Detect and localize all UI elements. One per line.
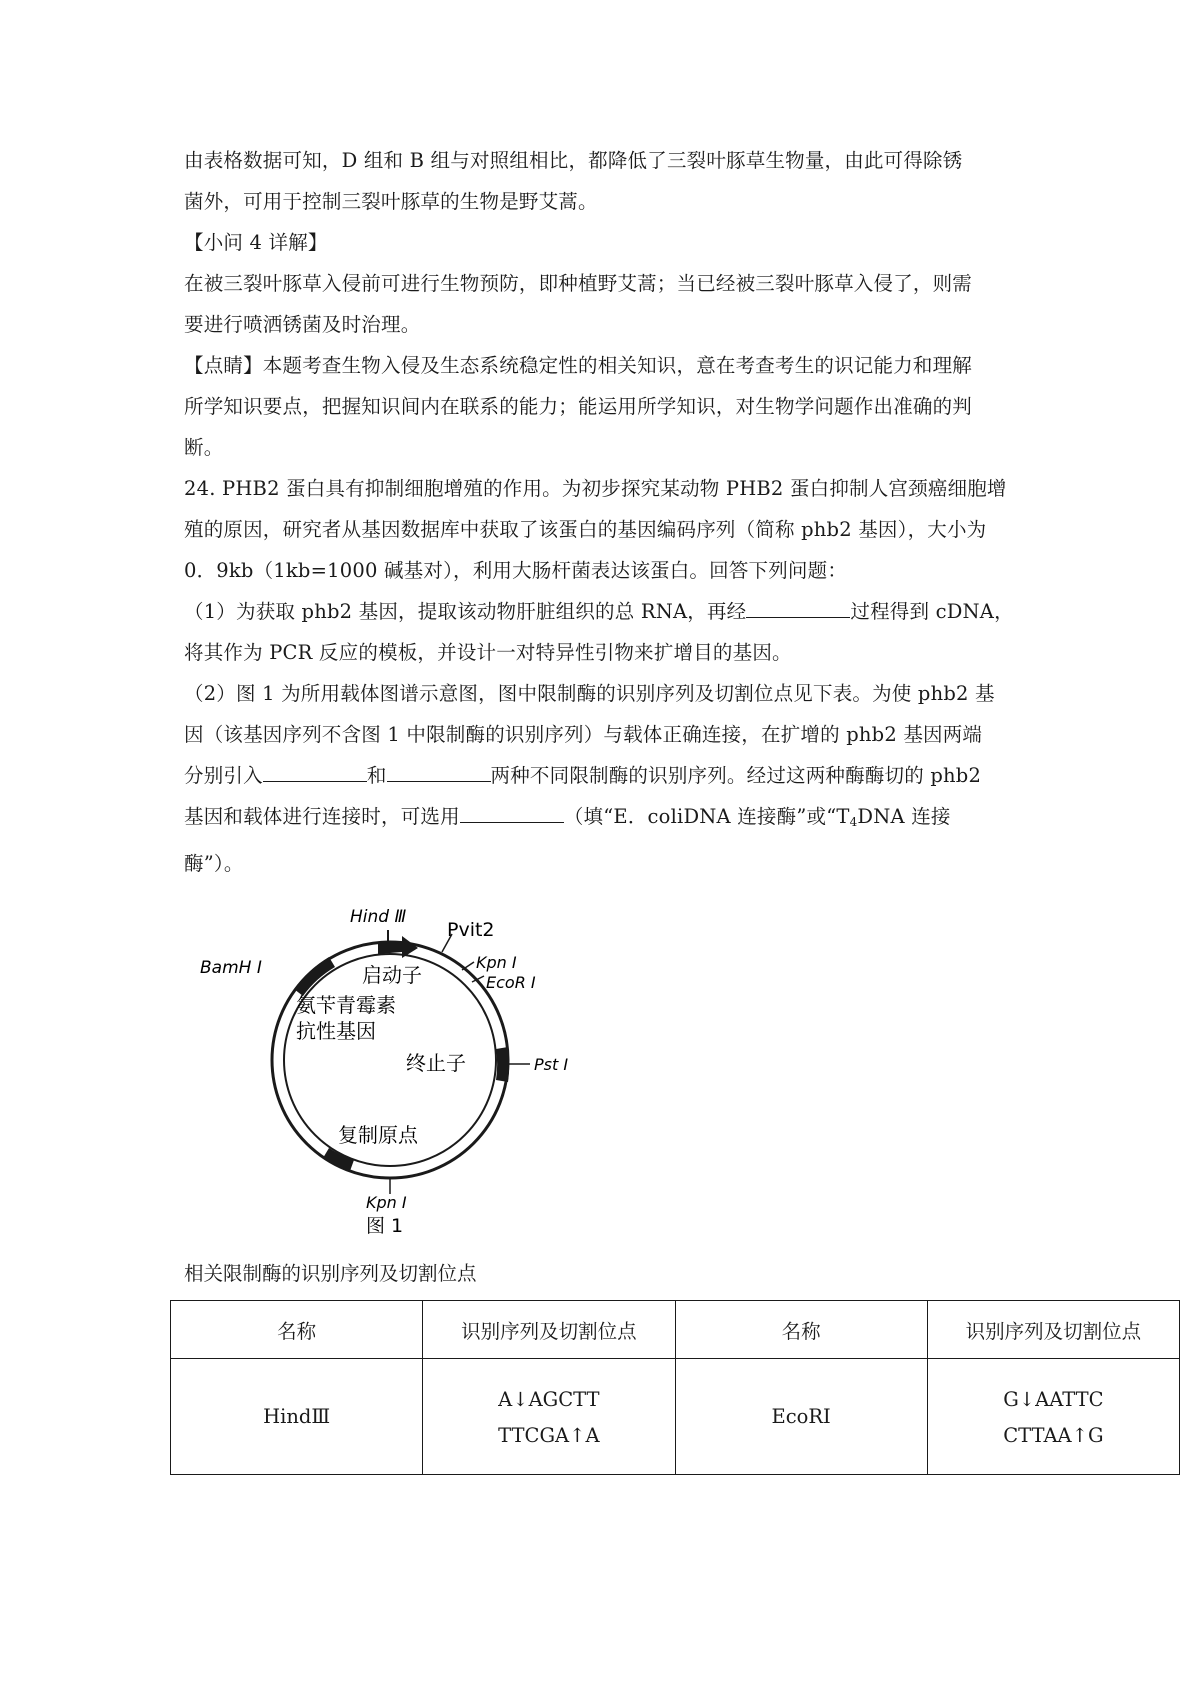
promoter-label: 启动子	[362, 963, 422, 987]
plasmid-map	[190, 902, 610, 1242]
text-line: 断。	[184, 436, 224, 459]
sequence-top-strand: A↓AGCTT	[498, 1388, 600, 1411]
sequence-top-strand: G↓AATTC	[1003, 1388, 1104, 1411]
ecori-label: EcoR Ⅰ	[486, 973, 536, 992]
answer-blank[interactable]	[263, 761, 367, 782]
section-heading	[184, 222, 1024, 263]
text-line: 在被三裂叶豚草入侵前可进行生物预防，即种植野艾蒿；当已经被三裂叶豚草入侵了，则需	[184, 272, 973, 295]
amp-gene-label-line2: 抗性基因	[296, 1019, 376, 1043]
question-24-part1	[184, 591, 1024, 673]
psti-label: Pst Ⅰ	[534, 1055, 569, 1074]
enzyme-name-cell: HindⅢ	[171, 1359, 423, 1475]
text-line: 【点睛】本题考查生物入侵及生态系统稳定性的相关知识，意在考查考生的识记能力和理解	[184, 354, 973, 377]
answer-blank[interactable]	[460, 802, 564, 823]
amp-gene-segment	[294, 957, 335, 996]
text-line: 要进行喷洒锈菌及时治理。	[184, 313, 421, 336]
paragraph-comment	[184, 345, 1024, 468]
text: 和	[366, 764, 387, 787]
text-line	[184, 755, 1024, 796]
sequence-bottom-strand: TTCGA↑A	[498, 1424, 600, 1447]
recognition-sequence-cell	[423, 1359, 675, 1475]
paragraph-conclusion	[184, 140, 1024, 222]
text: 分别引入	[184, 764, 263, 787]
question-24-part2	[184, 673, 1024, 884]
answer-blank[interactable]	[746, 597, 850, 618]
question-24-intro	[184, 468, 1024, 591]
plasmid-map-figure	[190, 902, 610, 1242]
text: DNA 连接	[857, 805, 951, 828]
ori-label: 复制原点	[338, 1123, 418, 1147]
enzyme-table	[170, 1300, 1180, 1475]
answer-blank[interactable]	[387, 761, 491, 782]
bamhi-label: BamH Ⅰ	[200, 958, 262, 978]
text: 过程得到 cDNA，	[850, 600, 1014, 623]
text-line: 【小问 4 详解】	[184, 231, 328, 254]
text-line: 24. PHB2 蛋白具有抑制细胞增殖的作用。为初步探究某动物 PHB2 蛋白抑制人宫颈癌细胞增	[184, 477, 1007, 500]
sequence-bottom-strand: CTTAA↑G	[1003, 1424, 1104, 1447]
text-line: （2）图 1 为所用载体图谱示意图，图中限制酶的识别序列及切割位点见下表。为使 phb2 基	[184, 682, 995, 705]
figure-caption: 图 1	[366, 1215, 404, 1237]
table-header-cell: 识别序列及切割位点	[927, 1301, 1179, 1359]
kpni-top-label: Kpn Ⅰ	[476, 953, 517, 972]
kpni-top-site	[462, 962, 474, 970]
table-header-cell: 名称	[675, 1301, 927, 1359]
table-caption: 相关限制酶的识别序列及切割位点	[184, 1262, 477, 1285]
terminator-label: 终止子	[406, 1051, 466, 1075]
text: 基因和载体进行连接时，可选用	[184, 805, 460, 828]
recognition-sequence-cell	[927, 1359, 1179, 1475]
table-header-cell: 识别序列及切割位点	[423, 1301, 675, 1359]
text-line: 0．9kb（1kb=1000 碱基对），利用大肠杆菌表达该蛋白。回答下列问题：	[184, 559, 848, 582]
enzyme-name-cell: EcoRI	[675, 1359, 927, 1475]
table-header-cell: 名称	[171, 1301, 423, 1359]
amp-gene-label-line1: 氨苄青霉素	[296, 993, 396, 1017]
paragraph-answer	[184, 263, 1024, 345]
table-row	[171, 1359, 1180, 1475]
terminator-segment	[496, 1047, 509, 1082]
text-line: 由表格数据可知，D 组和 B 组与对照组相比，都降低了三裂叶豚草生物量，由此可得除锈	[184, 149, 963, 172]
text: 两种不同限制酶的识别序列。经过这两种酶酶切的 phb2	[490, 764, 982, 787]
text: （填“E．coliDNA 连接酶”或“T	[563, 805, 850, 828]
text: （1）为获取 phb2 基因，提取该动物肝脏组织的总 RNA，再经	[184, 600, 747, 623]
text-line: 将其作为 PCR 反应的模板，并设计一对特异性引物来扩增目的基因。	[184, 641, 792, 664]
text-line: 因（该基因序列不含图 1 中限制酶的识别序列）与载体正确连接，在扩增的 phb2 基因两端	[184, 723, 983, 746]
text-line	[184, 591, 1024, 632]
subscript: 4	[849, 815, 858, 829]
text-line: 菌外，可用于控制三裂叶豚草的生物是野艾蒿。	[184, 190, 598, 213]
text-line: 酶”）。	[184, 852, 244, 875]
hindiii-label: Hind Ⅲ	[350, 907, 407, 927]
text-line: 殖的原因，研究者从基因数据库中获取了该蛋白的基因编码序列（简称 phb2 基因），大小为	[184, 518, 987, 541]
text-line	[184, 796, 1024, 843]
text-line: 所学知识要点，把握知识间内在联系的能力；能运用所学知识，对生物学问题作出准确的判	[184, 395, 973, 418]
kpni-bottom-label: Kpn Ⅰ	[366, 1193, 407, 1212]
table-header-row	[171, 1301, 1180, 1359]
pvit2-label: Pvit2	[447, 919, 495, 941]
